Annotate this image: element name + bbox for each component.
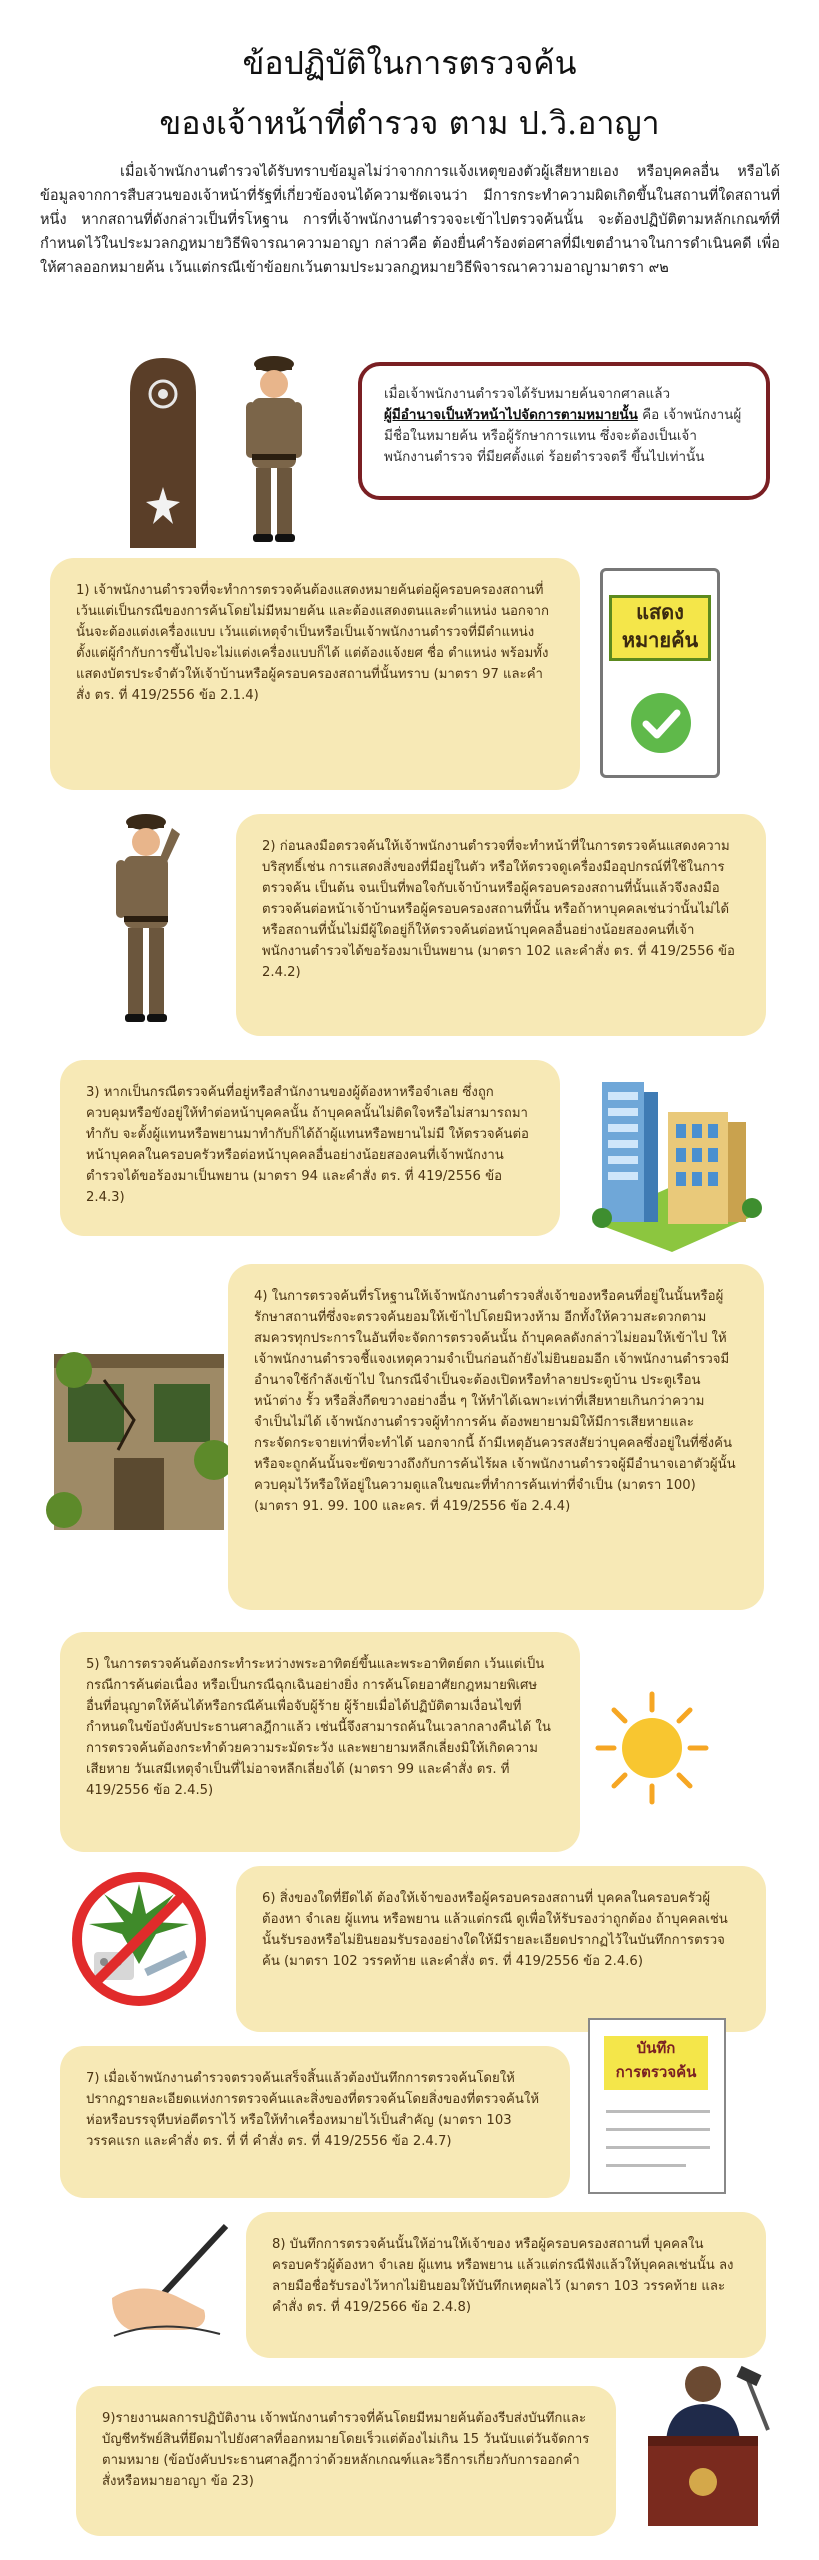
rule-card-1 bbox=[50, 558, 580, 790]
rule-text-7: 7) เมื่อเจ้าพนักงานตำรวจตรวจค้นเสร็จสิ้นแล้วต้องบันทึกการตรวจค้นโดยให้ปรากฏรายละเอียดแห่งการตรวจค้นและสิ่งของที่ตรวจค้นโดยสิ่งของที่ตรวจค้นให้ห่อหรือบรรจุหีบห่อตีตราไว้ หรือให้ทำเครื่องหมายไว้เป็นสำคัญ (มาตรา 103 วรรคแรก และคำสั่ง ตร. ที่ ที่ คำสั่ง ตร. ที่ 419/2556 ข้อ 2.4.7) bbox=[86, 2071, 540, 2149]
rule-text-4: 4) ในการตรวจค้นที่รโหฐานให้เจ้าพนักงานตำรวจสั่งเจ้าของหรือคนที่อยู่ในนั้นหรือผู้รักษาสถานที่ซึ่งจะตรวจค้นยอมให้เข้าไปโดยมิหวงห้าม อีกทั้งให้ความสะดวกตามสมควรทุกประการในอันที่จะจัดการตรวจค้นนั้น ถ้าบุคคลดังกล่าวไม่ยอมให้เข้าไป ให้เจ้าพนักงานตำรวจชี้แจงเหตุความจำเป็นก่อนถ้ายังไม่ยินยอมอีก เจ้าพนักงานตำรวจมีอำนาจใช้กำลังเข้าไป ในกรณีจำเป็นจะต้องเปิดหรือทำลายประตูบ้าน ประตูเรือน หน้าต่าง รั้ว หรือสิ่งกีดขวางอย่างอื่น ๆ ให้ทำได้เฉพาะเท่าที่เสียหายเกินกว่าความจำเป็นไม่ได้ เจ้าพนักงานตำรวจผู้ทำการค้น ต้องพยายามมิให้มีการเสียหายและกระจัดกระจายเท่าที่จะทำได้ นอกจากนี้ ถ้ามีเหตุอันควรสงสัยว่าบุคคลซึ่งอยู่ในที่ซึ่งค้นหรือจะถูกค้นนั้นจะขัดขวางถึงกับการค้นไร้ผล เจ้าพนักงานตำรวจผู้มีอำนาจเอาตัวผู้นั้นควบคุมไว้หรือให้อยู่ในความดูแลในขณะที่ทำการค้นเท่าที่จำเป็น (มาตรา 100) (มาตรา 91. 99. 100 และคร. ที่ 419/2556 ข้อ 2.4.4) bbox=[254, 1289, 736, 1514]
rule-text-8: 8) บันทึกการตรวจค้นนั้นให้อ่านให้เจ้าของ หรือผู้ครอบครองสถานที่ บุคคลในครอบครัวผู้ต้องหา จำเลย ผู้แทน หรือพยาน แล้วแต่กรณีฟังแล้วให้บุคคลเช่นนั้น ลงลายมือชื่อรับรองไว้หากไม่ยินยอมให้บันทึกเหตุผลไว้ (มาตรา 103 วรรคท้าย และคำสั่ง ตร. ที่ 419/2566 ข้อ 2.4.8) bbox=[272, 2237, 734, 2315]
judge-illustration bbox=[628, 2350, 778, 2530]
intro-paragraph: เมื่อเจ้าพนักงานตำรวจได้รับทราบข้อมูลไม่ว่าจากการแจ้งเหตุของตัวผู้เสียหายเอง หรือบุคคลอื่น หรือได้ข้อมูลจากการสืบสวนของเจ้าหน้าที่รัฐที่เกี่ยวข้องจนได้ความชัดเจนว่า มีการกระทำความผิดเกิดขึ้นในสถานที่ใดสถานที่หนึ่ง หากสถานที่ดังกล่าวเป็นที่รโหฐาน การที่เจ้าพนักงานตำรวจจะเข้าไปตรวจค้นนั้น จะต้องปฏิบัติตามหลักเกณฑ์ที่กำหนดไว้ในประมวลกฎหมายวิธีพิจารณาความอาญา กล่าวคือ ต้องยื่นคำร้องต่อศาลที่มีเขตอำนาจในการดำเนินคดี เพื่อให้ศาลออกหมายค้น เว้นแต่กรณีเข้าข้อยกเว้นตามประมวลกฎหมายวิธีพิจารณาความอาญามาตรา ๙๒ bbox=[40, 164, 780, 276]
rule-card-2 bbox=[236, 814, 766, 1036]
authority-text-post: คือ เจ้าพนักงานผู้มีชื่อในหมายค้น หรือผู้รักษาการแทน ซึ่งจะต้องเป็นเจ้าพนักงานตำรวจ ที่มียศตั้งแต่ ร้อยตำรวจตรี ขึ้นไปเท่านั้น bbox=[384, 407, 742, 465]
sun-icon bbox=[592, 1688, 712, 1808]
rule-card-4 bbox=[228, 1264, 764, 1610]
rule-text-6: 6) สิ่งของใดที่ยึดได้ ต้องให้เจ้าของหรือผู้ครอบครองสถานที่ บุคคลในครอบครัวผู้ต้องหา จำเลย ผู้แทน หรือพยาน แล้วแต่กรณี ดูเพื่อให้รับรองว่าถูกต้อง ถ้าบุคคลเช่นนั้นรับรองหรือไม่ยินยอมรับรองอย่างใดให้มีรายละเอียดปรากฏไว้ในบันทึกการตรวจค้น (มาตรา 102 วรรคท้าย และคำสั่ง ตร. ที่ 419/2556 ข้อ 2.4.6) bbox=[262, 1891, 728, 1969]
search-record-document-illustration bbox=[588, 2018, 726, 2194]
rule-card-3 bbox=[60, 1060, 560, 1236]
signing-hand-illustration bbox=[100, 2218, 240, 2348]
rule-text-3: 3) หากเป็นกรณีตรวจค้นที่อยู่หรือสำนักงานของผู้ต้องหาหรือจำเลย ซึ่งถูกควบคุมหรือขังอยู่ให้ทำต่อหน้าบุคคลนั้น ถ้าบุคคลนั้นไม่ติดใจหรือไม่สามารถมาทำกับ จะตั้งผู้แทนหรือพยานมาทำกับก็ได้ถ้าผู้แทนหรือพยานไม่มี ให้ตรวจค้นต่อหน้าบุคคลในครอบครัวหรือต่อหน้าบุคคลอื่นอย่างน้อยสองคนที่เจ้าพนักงานตำรวจได้ขอร้องมาเป็นพยาน (มาตรา 94 และคำสั่ง ตร. ที่ 419/2556 ข้อ 2.4.3) bbox=[86, 1085, 529, 1205]
police-officer-illustration bbox=[238, 350, 310, 550]
show-warrant-illustration bbox=[600, 568, 720, 778]
rank-insignia-illustration bbox=[122, 352, 204, 552]
rule-card-5 bbox=[60, 1632, 580, 1852]
show-warrant-tag: แสดง หมายค้น bbox=[609, 595, 711, 661]
rule-text-9: 9)รายงานผลการปฏิบัติงาน เจ้าพนักงานตำรวจที่ค้นโดยมีหมายค้นต้องรีบส่งบันทึกและบัญชีทรัพย์สินที่ยึดมาไปยังศาลที่ออกหมายโดยเร็วแต่ต้องไม่เกิน 15 วันนับแต่วันจัดการตามหมาย (ข้อบังคับประธานศาลฎีกาว่าด้วยหลักเกณฑ์และวิธีการเกี่ยวกับการออกคำสั่งหรือหมายอาญา ข้อ 23) bbox=[102, 2411, 590, 2489]
damaged-house-illustration bbox=[44, 1340, 234, 1540]
rule-text-2: 2) ก่อนลงมือตรวจค้นให้เจ้าพนักงานตำรวจที่จะทำหน้าที่ในการตรวจค้นแสดงความบริสุทธิ์เช่น การแสดงสิ่งของที่มีอยู่ในตัว หรือให้ตรวจดูเครื่องมืออุปกรณ์ที่ใช้ในการตรวจค้น เป็นต้น จนเป็นที่พอใจกับเจ้าบ้านหรือผู้ครอบครองสถานที่นั้นแล้วจึงลงมือตรวจค้นต่อหน้าเจ้าบ้านหรือผู้ครอบครองสถานที่นั้น หรือถ้าหาบุคคลเช่นว่านั้นไม่ได้ หรือสถานที่นั้นไม่มีผู้ใดอยู่ก็ให้ตรวจค้นต่อหน้าบุคคลอื่นอย่างน้อยสองคนที่เจ้าพนักงานตำรวจได้ขอร้องมาเป็นพยาน (มาตรา 102 และคำสั่ง ตร. ที่ 419/2556 ข้อ 2.4.2) bbox=[262, 839, 735, 980]
rule-text-1: 1) เจ้าพนักงานตำรวจที่จะทำการตรวจค้นต้องแสดงหมายค้นต่อผู้ครอบครองสถานที่ เว้นแต่เป็นกรณีของการค้นโดยไม่มีหมายค้น และต้องแสดงตนและตำแหน่ง นอกจากนั้นจะต้องแต่งเครื่องแบบ เว้นแต่เหตุจำเป็นหรือเป็นเจ้าพนักงานตำรวจที่มีตำแหน่งตั้งแต่ผู้กำกับการขึ้นไปจะไม่แต่งเครื่องแบบก็ได้ แต่ต้องแจ้งยศ ชื่อ ตำแหน่ง พร้อมทั้งแสดงบัตรประจำตัวให้เจ้าบ้านหรือผู้ครอบครองสถานที่นั้นทราบ (มาตรา 97 และคำสั่ง ตร. ที่ 419/2556 ข้อ 2.1.4) bbox=[76, 583, 550, 703]
rule-card-8 bbox=[246, 2212, 766, 2358]
page-title-line2: ของเจ้าหน้าที่ตำรวจ ตาม ป.วิ.อาญา bbox=[159, 104, 660, 142]
authority-box bbox=[358, 362, 770, 500]
rule-text-5: 5) ในการตรวจค้นต้องกระทำระหว่างพระอาทิตย์ขึ้นและพระอาทิตย์ตก เว้นแต่เป็นกรณีการค้นต่อเนื่อง หรือเป็นกรณีฉุกเฉินอย่างยิ่ง การค้นโดยอาศัยกฎหมายพิเศษอื่นที่อนุญาตให้ค้นได้หรือกรณีค้นเพื่อจับผู้ร้าย ผู้ร้ายเมื่อได้ปฏิบัติตามเงื่อนไขที่กำหนดในข้อบังคับประธานศาลฎีกาแล้ว เช่นนี้จึงสามารถค้นในเวลากลางคืนได้ ในการตรวจค้นต้องกระทำด้วยความระมัดระวัง และพยายามหลีกเลี่ยงมิให้เกิดความเสียหาย วันเสมีเหตุจำเป็นที่ไม่อาจหลีกเลี่ยงได้ (มาตรา 99 และคำสั่ง ตร. ที่ 419/2556 ข้อ 2.4.5) bbox=[86, 1657, 551, 1798]
search-record-tag: บันทึก การตรวจค้น bbox=[604, 2036, 708, 2090]
authority-text-pre: เมื่อเจ้าพนักงานตำรวจได้รับหมายค้นจากศาลแล้ว bbox=[384, 386, 671, 402]
authority-text-bold: ผู้มีอำนาจเป็นหัวหน้าไปจัดการตามหมายนั้น bbox=[384, 407, 638, 423]
rule-card-7 bbox=[60, 2046, 570, 2198]
office-buildings-illustration bbox=[572, 1052, 772, 1252]
page-title-line1: ข้อปฏิบัติในการตรวจค้น bbox=[242, 44, 577, 82]
rule-card-9 bbox=[76, 2386, 616, 2536]
checkmark-icon bbox=[629, 691, 693, 755]
rule-card-6 bbox=[236, 1866, 766, 2032]
saluting-officer-illustration bbox=[108, 808, 188, 1028]
prohibited-drugs-illustration bbox=[64, 1864, 214, 2014]
